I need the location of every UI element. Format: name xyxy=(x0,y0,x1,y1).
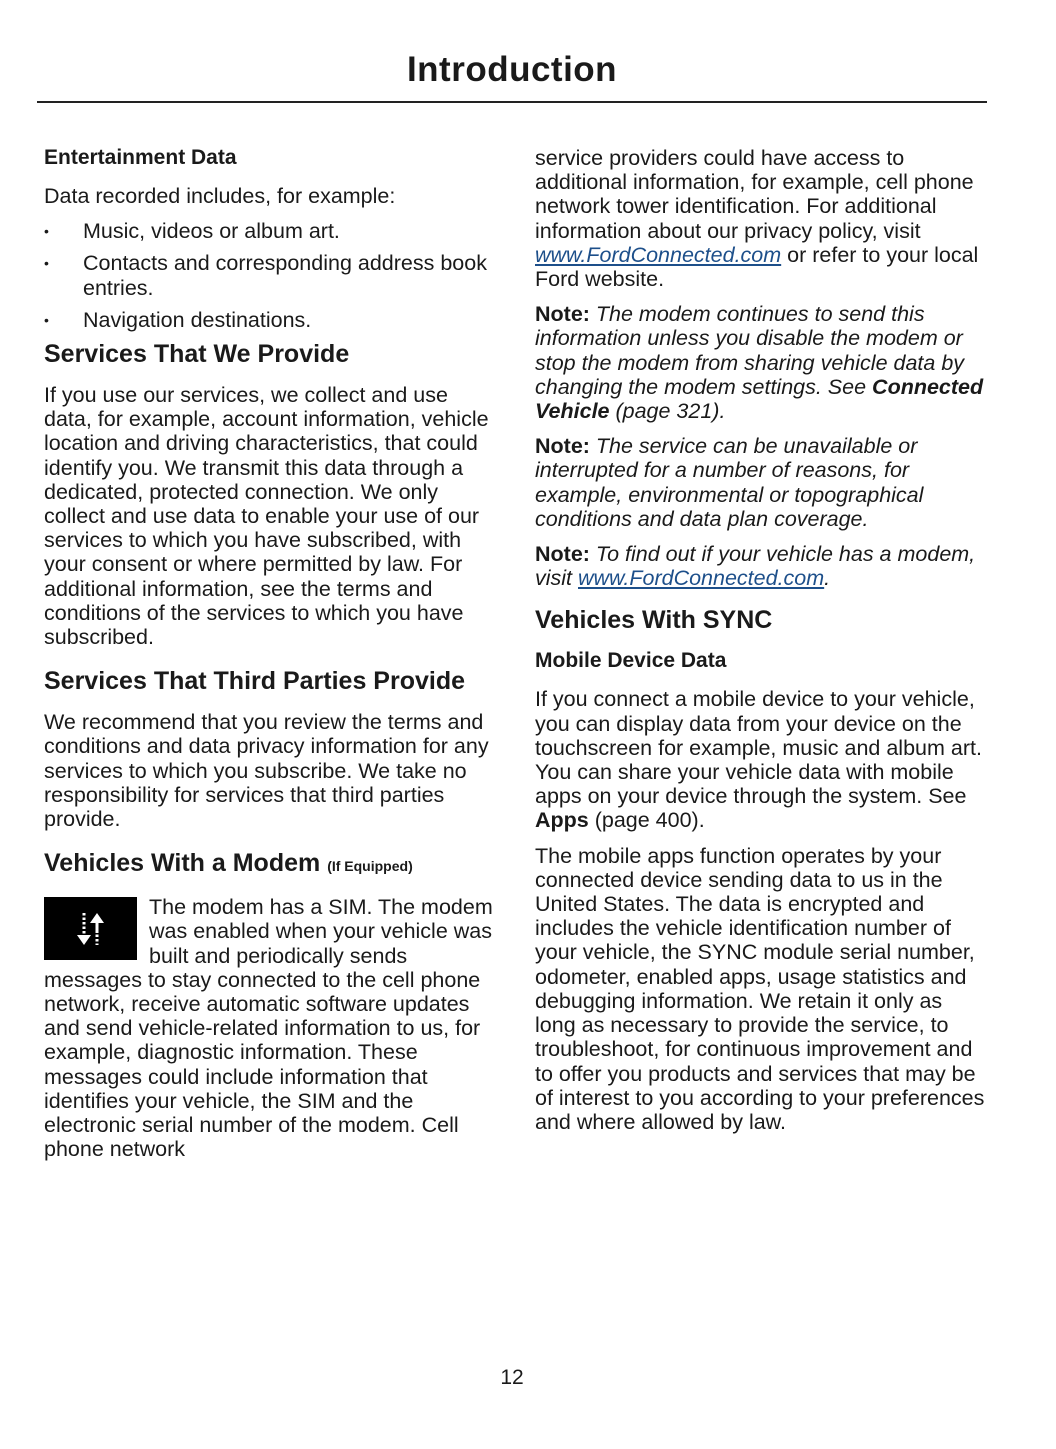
data-transfer-arrows-icon xyxy=(44,897,137,960)
modem-heading-suffix: (If Equipped) xyxy=(327,858,413,875)
sync-heading: Vehicles With SYNC xyxy=(535,606,773,635)
note-text: To find out if your vehicle has a modem, visit xyxy=(535,542,976,591)
list-item: • Navigation destinations. xyxy=(44,308,496,332)
page-title: Introduction xyxy=(406,50,618,89)
ford-connected-link[interactable]: www.FordConnected.com xyxy=(535,242,782,267)
apps-ref[interactable]: Apps xyxy=(535,808,589,833)
services-we-provide-heading: Services That We Provide xyxy=(44,340,350,369)
note-service-unavailable xyxy=(535,434,985,531)
entertainment-intro: Data recorded includes, for example: xyxy=(44,184,396,208)
note-find-modem xyxy=(535,542,985,590)
mobile-device-text: If you connect a mobile device to your vehicle, you can display data from your device on the touchscreen for example, music and album art. You can share your vehicle data with mobile apps on your device through the system. See xyxy=(535,687,982,809)
left-column xyxy=(44,146,496,1173)
header-divider xyxy=(37,101,987,103)
connected-vehicle-ref[interactable]: Connected Vehicle xyxy=(535,374,984,424)
note-label: Note: xyxy=(535,542,590,567)
mobile-apps-body: The mobile apps function operates by your connected device sending data to us in the United States. The data is encrypted and includes the vehicle identification number of your vehicle, the SYNC module serial number, odometer, enabled apps, usage statistics and debugging information. We retain it only as long as necessary to provide the service, to troubleshoot, for continuous improvement and to offer you products and services that may be of interest to you according to your preferences and where allowed by law. xyxy=(535,843,985,1134)
modem-heading xyxy=(44,851,496,879)
note-text: The service can be unavailable or interrupted for a number of reasons, for example, environmental or topographical conditions and data plan coverage. xyxy=(535,434,924,531)
note-label: Note: xyxy=(535,302,590,327)
list-item: • Contacts and corresponding address book entries. xyxy=(44,251,496,299)
third-parties-heading: Services That Third Parties Provide xyxy=(44,667,465,696)
modem-body: The modem has a SIM. The modem was enabled when your vehicle was built and periodically sends messages to stay connected to the cell phone network, receive automatic software updates and send vehicle-related information to us, for example, diagnostic information. These messages could include information that identifies your vehicle, the SIM and the electronic serial number of the modem. Cell phone network xyxy=(44,895,493,1162)
privacy-text-end: or refer to your local Ford website. xyxy=(535,242,979,292)
note-end: . xyxy=(824,566,831,591)
page-ref: (page 321). xyxy=(609,399,726,424)
note-label: Note: xyxy=(535,434,590,459)
entertainment-heading: Entertainment Data xyxy=(44,146,237,169)
modem-heading-text: Vehicles With a Modem xyxy=(44,849,321,878)
right-column xyxy=(535,146,985,1145)
mobile-device-body xyxy=(535,687,985,832)
note-modem-continues xyxy=(535,302,985,423)
page-ref: (page 400). xyxy=(588,808,705,833)
services-we-provide-body: If you use our services, we collect and use data, for example, account information, vehicle location and driving characteristics, that could identify you. We transmit this data through a dedicated, protected connection. We only collect and use data to enable your use of our services to which you have subscribed, with your consent or where permitted by law. For additional information, see the terms and conditions of the services to which you have subscribed. xyxy=(44,383,489,650)
privacy-text: service providers could have access to additional information, for example, cell phone network tower identification. For additional information about our privacy policy, visit xyxy=(535,146,974,243)
third-parties-body: We recommend that you review the terms and conditions and data privacy information for any services to which you subscribe. We take no responsibility for services that third parties provide. xyxy=(44,710,489,832)
list-item: • Music, videos or album art. xyxy=(44,219,496,243)
page-number: 12 xyxy=(500,1366,524,1389)
privacy-paragraph xyxy=(535,146,985,291)
mobile-device-data-heading: Mobile Device Data xyxy=(535,649,727,673)
note-text: The modem continues to send this information unless you disable the modem or stop the modem from sharing vehicle data by changing the modem settings. See xyxy=(535,302,965,399)
ford-connected-link[interactable]: www.FordConnected.com xyxy=(578,566,825,591)
entertainment-list xyxy=(44,219,496,332)
